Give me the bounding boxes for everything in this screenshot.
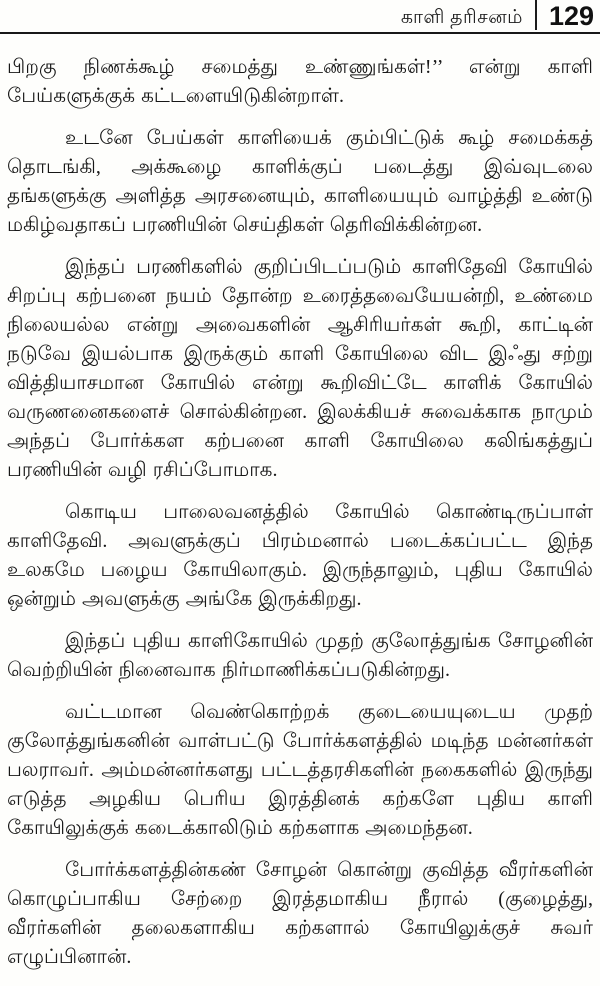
paragraph: பிறகு நிணக்கூழ் சமைத்து உண்ணுங்கள்!’’ என்று காளி பேய்களுக்குக் கட்டளையிடுகின்றாள். — [7, 56, 593, 107]
paragraph: இந்தப் புதிய காளிகோயில் முதற் குலோத்துங்க சோழனின் வெற்றியின் நினைவாக நிர்மாணிக்கப்படுகின்றது. — [7, 630, 593, 681]
page-text-body — [0, 34, 600, 972]
chapter-title: காளி தரிசனம் — [400, 7, 523, 28]
running-header — [0, 0, 600, 32]
paragraph: உடனே பேய்கள் காளியைக் கும்பிட்டுக் கூழ் சமைக்கத் தொடங்கி, அக்கூழை காளிக்குப் படைத்து இவ்வுடலை தங்களுக்கு அளித்த அரசனையும், காளியையும் வாழ்த்தி உண்டு மகிழ்வதாகப் பரணியின் செய்திகள் தெரிவிக்கின்றன. — [7, 127, 593, 236]
paragraph: போர்க்களத்தின்கண் சோழன் கொன்று குவித்த வீரர்களின் கொழுப்பாகிய சேற்றை இரத்தமாகிய நீரால் (குழைத்து, வீரர்களின் தலைகளாகிய கற்களால் கோயிலுக்குச் சுவர் எழுப்பினான். — [7, 859, 593, 968]
page-number: 129 — [548, 1, 594, 31]
paragraph: கொடிய பாலைவனத்தில் கோயில் கொண்டிருப்பாள் காளிதேவி. அவளுக்குப் பிரம்மனால் படைக்கப்பட்ட இந்த உலகமே பழைய கோயிலாகும். இருந்தாலும், புதிய கோயில் ஒன்றும் அவளுக்கு அங்கே இருக்கிறது. — [7, 501, 593, 610]
header-divider — [535, 0, 537, 30]
paragraph: வட்டமான வெண்கொற்றக் குடையையுடைய முதற் குலோத்துங்கனின் வாள்பட்டு போர்க்களத்தில் மடிந்த மன்னர்கள் பலராவர். அம்மன்னர்களது பட்டத்தரசிகளின் நகைகளில் இருந்து எடுத்த அழகிய பெரிய இரத்தினக் கற்களே புதிய காளி கோயிலுக்குக் கடைக்காலிடும் கற்களாக அமைந்தன. — [7, 701, 593, 839]
paragraph: இந்தப் பரணிகளில் குறிப்பிடப்படும் காளிதேவி கோயில் சிறப்பு கற்பனை நயம் தோன்ற உரைத்தவையேயன்றி, உண்மை நிலையல்ல என்று அவைகளின் ஆசிரியர்கள் கூறி, காட்டின் நடுவே இயல்பாக இருக்கும் காளி கோயிலை விட இஃது சற்று வித்தியாசமான கோயில் என்று கூறிவிட்டே காளிக் கோயில் வருணனைகளைச் சொல்கின்றன. இலக்கியச் சுவைக்காக நாமும் அந்தப் போர்க்கள கற்பனை காளி கோயிலை கலிங்கத்துப் பரணியின் வழி ரசிப்போமாக. — [7, 256, 593, 481]
